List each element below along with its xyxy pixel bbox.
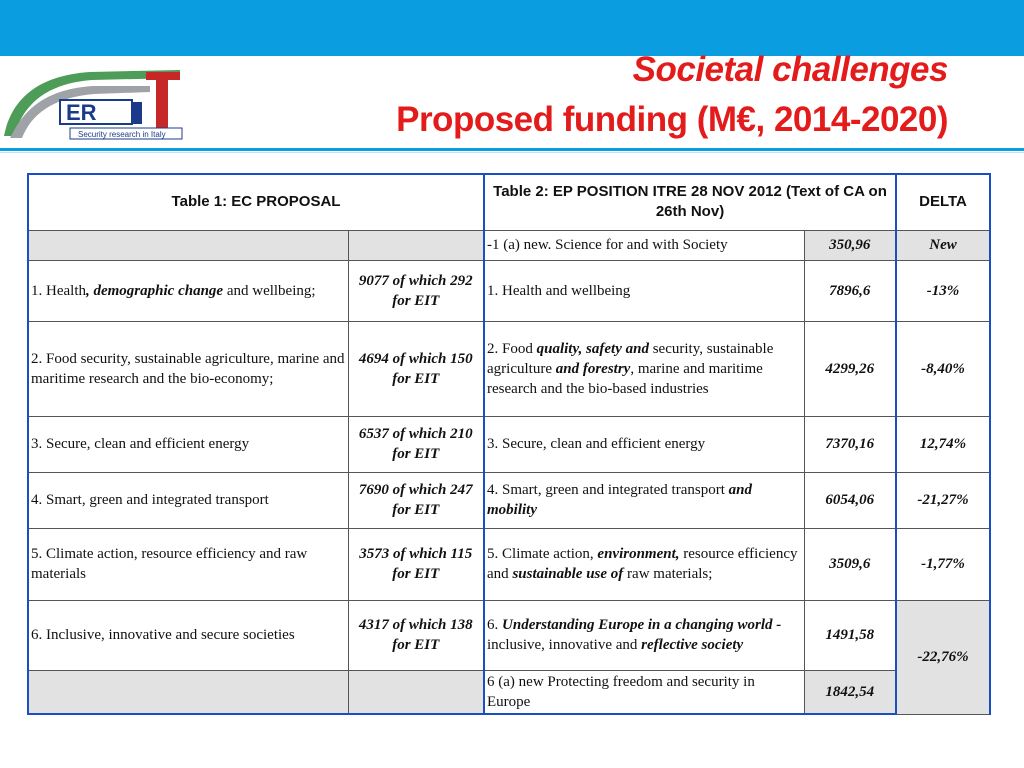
ec-text-cell (28, 670, 348, 714)
ep-text-cell: 5. Climate action, environment, resource efficiency and sustainable use of raw materials; (484, 528, 804, 600)
ec-text-cell: 1. Health, demographic change and wellbeing; (28, 260, 348, 321)
ep-amount-cell: 1842,54 (804, 670, 896, 714)
ep-amount-cell: 7370,16 (804, 416, 896, 472)
ep-amount-cell: 1491,58 (804, 600, 896, 670)
delta-cell: -22,76% (896, 600, 990, 714)
table-row (28, 230, 990, 260)
ep-position-header: Table 2: EP POSITION ITRE 28 NOV 2012 (Text of CA on 26th Nov) (484, 174, 896, 230)
divider (0, 148, 1024, 151)
ec-amount-cell: 7690 of which 247 for EIT (348, 472, 484, 528)
table-row (28, 260, 990, 321)
delta-cell: -8,40% (896, 321, 990, 416)
ep-text-cell: 6. Understanding Europe in a changing world - inclusive, innovative and reflective society (484, 600, 804, 670)
ec-amount-cell (348, 670, 484, 714)
page-title: Societal challenges (632, 50, 948, 89)
ec-text-cell: 3. Secure, clean and efficient energy (28, 416, 348, 472)
table-header-row (28, 174, 990, 230)
ep-amount-cell: 350,96 (804, 230, 896, 260)
delta-header: DELTA (896, 174, 990, 230)
delta-cell: -1,77% (896, 528, 990, 600)
ec-text-cell (28, 230, 348, 260)
delta-cell: -13% (896, 260, 990, 321)
ec-proposal-header: Table 1: EC PROPOSAL (28, 174, 484, 230)
ec-text-cell: 5. Climate action, resource efficiency and raw materials (28, 528, 348, 600)
top-banner (0, 0, 1024, 56)
ec-amount-cell: 4317 of which 138 for EIT (348, 600, 484, 670)
delta-cell: 12,74% (896, 416, 990, 472)
table-row (28, 670, 990, 714)
ep-text-cell: 4. Smart, green and integrated transport and mobility (484, 472, 804, 528)
ec-amount-cell: 3573 of which 115 for EIT (348, 528, 484, 600)
logo-caption: Security research in Italy (78, 130, 166, 139)
ep-amount-cell: 4299,26 (804, 321, 896, 416)
ep-amount-cell: 7896,6 (804, 260, 896, 321)
ep-text-cell: 3. Secure, clean and efficient energy (484, 416, 804, 472)
page-subtitle: Proposed funding (M€, 2014-2020) (396, 100, 948, 139)
ec-text-cell: 4. Smart, green and integrated transport (28, 472, 348, 528)
table-row (28, 600, 990, 670)
ep-text-cell: 6 (a) new Protecting freedom and security in Europe (484, 670, 804, 714)
ec-text-cell: 6. Inclusive, innovative and secure societies (28, 600, 348, 670)
ec-amount-cell: 6537 of which 210 for EIT (348, 416, 484, 472)
ep-amount-cell: 6054,06 (804, 472, 896, 528)
delta-cell: -21,27% (896, 472, 990, 528)
table-row (28, 416, 990, 472)
delta-cell: New (896, 230, 990, 260)
divider-thin (0, 152, 1024, 153)
ep-text-cell: -1 (a) new. Science for and with Society (484, 230, 804, 260)
ec-amount-cell (348, 230, 484, 260)
ep-text-cell: 2. Food quality, safety and security, sustainable agriculture and forestry, marine and maritime research and the bio-based industries (484, 321, 804, 416)
ec-amount-cell: 9077 of which 292 for EIT (348, 260, 484, 321)
table-row (28, 472, 990, 528)
table-row (28, 321, 990, 416)
ep-amount-cell: 3509,6 (804, 528, 896, 600)
ec-text-cell: 2. Food security, sustainable agriculture, marine and maritime research and the bio-economy; (28, 321, 348, 416)
svg-text:ER: ER (66, 100, 97, 125)
ec-amount-cell: 4694 of which 150 for EIT (348, 321, 484, 416)
serit-logo (0, 66, 185, 141)
funding-table (27, 173, 991, 715)
table-row (28, 528, 990, 600)
ep-text-cell: 1. Health and wellbeing (484, 260, 804, 321)
